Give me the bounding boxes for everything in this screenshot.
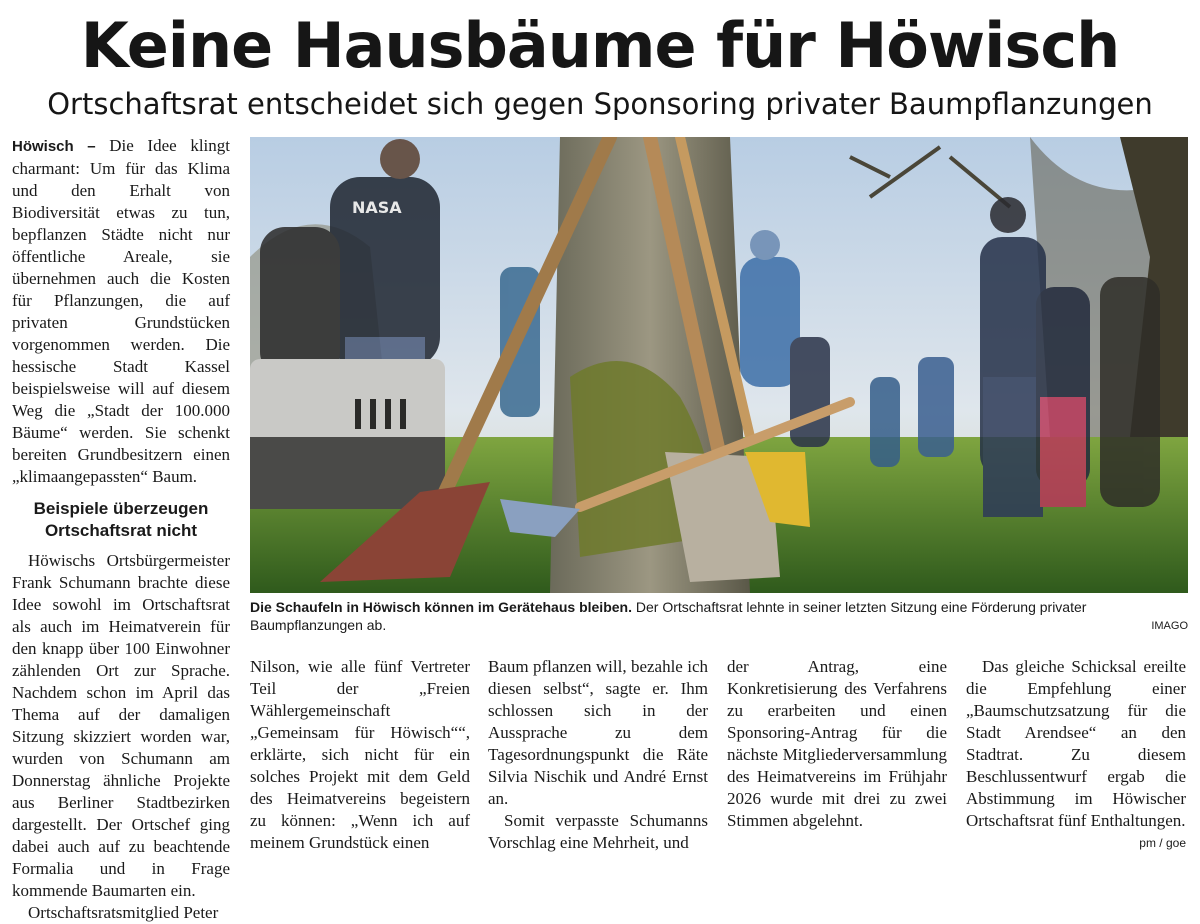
photo-caption [250,598,1188,634]
paragraph: Baum pflanzen will, bezahle ich diesen selbst“, sagte er. Ihm schlossen sich in der Aussprache zu dem Tagesordnungspunkt die Räte Silvia Nischik und André Ernst an. [488,657,708,808]
paragraph: Das gleiche Schicksal ereilte die Empfehlung einer „Baumschutzsatzung für die Stadt Arendsee“ an den Stadtrat. Zu diesem Beschlussentwurf ergab die Abstimmung im Höwischer Ortschaftsrat fünf Enthaltungen. [966,657,1186,830]
article-column-2 [250,656,470,854]
article-column-1 [12,135,230,924]
photo-illustration [250,137,1188,593]
lead-text: Die Idee klingt charmant: Um für das Klima und den Erhalt von Biodiversität etwas zu tun, bepflanzen Städte nicht nur öffentliche Areale, sie übernehmen auch die Kosten für Pflanzungen, die auf privaten Grundstücken vorgenommen werden. Die hessische Stadt Kassel beispielsweise will auf diesem Weg die „Stadt der 100.000 Bäume“ werden. Sie schenkt bereiten Grundbesitzern einen „klimaangepassten“ Baum. [12,136,231,486]
article-column-4 [727,656,947,832]
section-subtitle: Beispiele überzeugen Ortschaftsrat nicht [33,499,209,540]
paragraph: Somit verpasste Schumanns Vorschlag eine Mehrheit, und [488,811,708,852]
paragraph: Höwischs Ortsbürgermeister Frank Schumann brachte diese Idee sowohl im Ortschaftsrat als auch im Heimatverein für den knapp über 100 Einwohner zählenden Ort zur Sprache. Nachdem schon im April das Thema auf der damaligen Sitzung skizziert worden war, wurden von Schumann am Donnerstag ähnliche Projekte aus Berliner Stadtbezirken dargestellt. Der Ortschef ging dabei auch auf zu beachtende Formalia und in Frage kommende Baumarten ein. [12,551,230,900]
caption-text: Der Ortschaftsrat lehnte in seiner letzten Sitzung eine Förderung privater Baumpflanzungen ab. [250,599,1087,633]
article-column-5 [966,656,1186,854]
author-credit: pm / goe [1139,836,1186,850]
article-photo [250,137,1188,593]
paragraph: Nilson, wie alle fünf Vertreter Teil der „Freien Wählergemeinschaft „Gemeinsam für Höwisch““, erklärte, sich nicht für ein solches Projekt mit dem Geld des Heimatvereins begeistern zu können: „Wenn ich auf meinem Grundstück einen [250,657,470,852]
dateline: Höwisch – [12,138,96,155]
photo-credit: IMAGO [1151,620,1188,632]
caption-bold: Die Schaufeln in Höwisch können im Gerätehaus bleiben. [250,599,632,615]
lead-paragraph [12,135,230,488]
headline: Keine Hausbäume für Höwisch [80,9,1120,82]
paragraph: der Antrag, eine Konkretisierung des Verfahrens zu erarbeiten und einen Sponsoring-Antrag für die nächste Mitgliederversammlung des Heimatvereins im Frühjahr 2026 wurde mit drei zu zwei Stimmen abgelehnt. [727,657,947,830]
jacket-print: NASA [352,198,402,217]
subheadline: Ortschaftsrat entscheidet sich gegen Sponsoring privater Baumpflanzungen [47,87,1153,121]
article-column-3 [488,656,708,854]
paragraph: Ortschaftsratsmitglied Peter [28,903,219,922]
